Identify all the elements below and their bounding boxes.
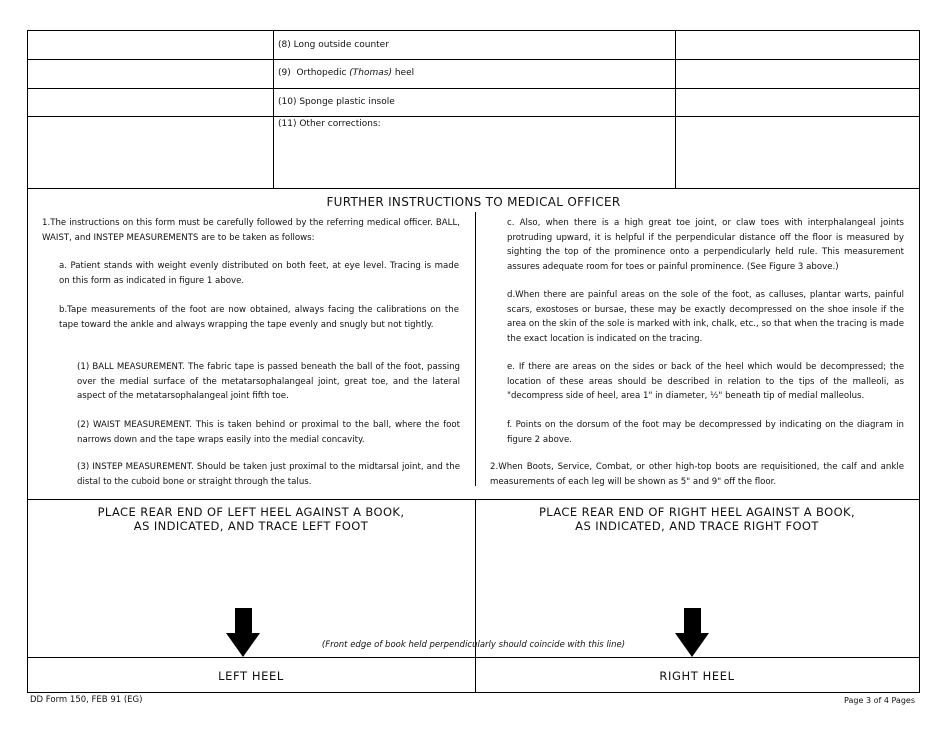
instruction-1b-waist: (2) WAIST MEASUREMENT. This is taken behind or proximal to the ball, where the foot narrows down and the tape wraps easily into the medial concavity. <box>77 420 460 445</box>
right-foot-instruction-line-1: PLACE REAR END OF RIGHT HEEL AGAINST A BOOK, <box>538 505 856 519</box>
table-row-11 <box>278 119 381 129</box>
instruction-1b: b.Tape measurements of the foot are now obtained, always facing the calibrations on the tape toward the ankle and always wrapping the tape evenly and snugly but not tightly. <box>59 305 459 330</box>
instruction-1e: e. If there are areas on the sides or back of the heel which would be decompressed; the location of these areas should be described in relation to the tips of the malleoli, as "decompress side of heel, area 1" in diameter, ½" beneath tip of medial malleolus. <box>507 362 904 402</box>
instruction-1c: c. Also, when there is a high great toe joint, or claw toes with interphalangeal joints protruding upward, it is helpful if the perpendicular distance off the floor is measured by sighting the top of the prominence onto a perpendicularly held rule. This measurement assures adequate room for toes or painful prominence. (See Figure 3 above.) <box>507 218 904 272</box>
right-foot-instruction <box>475 505 919 533</box>
book-edge-note: (Front edge of book held perpendicularly should coincide with this line) <box>321 640 626 650</box>
table-row-8 <box>278 40 389 50</box>
instruction-1d: d.When there are painful areas on the sole of the foot, as calluses, plantar warts, painful scars, exostoses or bursae, these may be exactly decompressed on the shoe insole if the area on the skin of the sole is marked with ink, chalk, etc., so that when the tracing is made the exact location is indicated on the tracing. <box>507 290 904 344</box>
instruction-1: 1.The instructions on this form must be carefully followed by the referring medical officer. BALL, WAIST, and INSTEP MEASUREMENTS are to be taken as follows: <box>42 218 460 243</box>
row-label-italic: (Thomas) <box>349 68 392 78</box>
form-identifier: DD Form 150, FEB 91 (EG) <box>30 695 143 705</box>
instruction-2: 2.When Boots, Service, Combat, or other high-top boots are requisitioned, the calf and ankle measurements of each leg will be shown as 5" and 9" off the floor. <box>490 462 904 487</box>
page-number: Page 3 of 4 Pages <box>844 696 915 705</box>
left-foot-instruction-line-2: AS INDICATED, AND TRACE LEFT FOOT <box>133 519 369 533</box>
instruction-1f: f. Points on the dorsum of the foot may be decompressed by indicating on the diagram in figure 2 above. <box>507 420 904 445</box>
row-label-suffix: heel <box>391 68 415 78</box>
table-row-10 <box>278 97 395 107</box>
row-label: (11) Other corrections: <box>278 119 381 129</box>
instructions-title: FURTHER INSTRUCTIONS TO MEDICAL OFFICER <box>326 195 621 209</box>
left-foot-instruction-line-1: PLACE REAR END OF LEFT HEEL AGAINST A BOOK, <box>97 505 405 519</box>
table-row-9 <box>278 68 414 78</box>
row-label: (10) Sponge plastic insole <box>278 97 395 107</box>
instruction-1b-instep: (3) INSTEP MEASUREMENT. Should be taken just proximal to the midtarsal joint, and the distal to the cuboid bone or straight through the talus. <box>77 462 460 487</box>
right-foot-instruction-line-2: AS INDICATED, AND TRACE RIGHT FOOT <box>575 519 819 533</box>
left-foot-instruction <box>27 505 475 533</box>
row-label: (9) Orthopedic <box>278 68 350 78</box>
instruction-1a: a. Patient stands with weight evenly distributed on both feet, at eye level. Tracing is made on this form as indicated in figure 1 above. <box>59 261 459 286</box>
instruction-1b-ball: (1) BALL MEASUREMENT. The fabric tape is passed beneath the ball of the foot, passing over the medial surface of the metatarsophalangeal joint, great toe, and the lateral aspect of the metatarsophalangeal joint fifth toe. <box>77 362 460 402</box>
right-heel-label: RIGHT HEEL <box>659 669 735 683</box>
row-label: (8) Long outside counter <box>278 40 389 50</box>
left-heel-label: LEFT HEEL <box>218 669 284 683</box>
